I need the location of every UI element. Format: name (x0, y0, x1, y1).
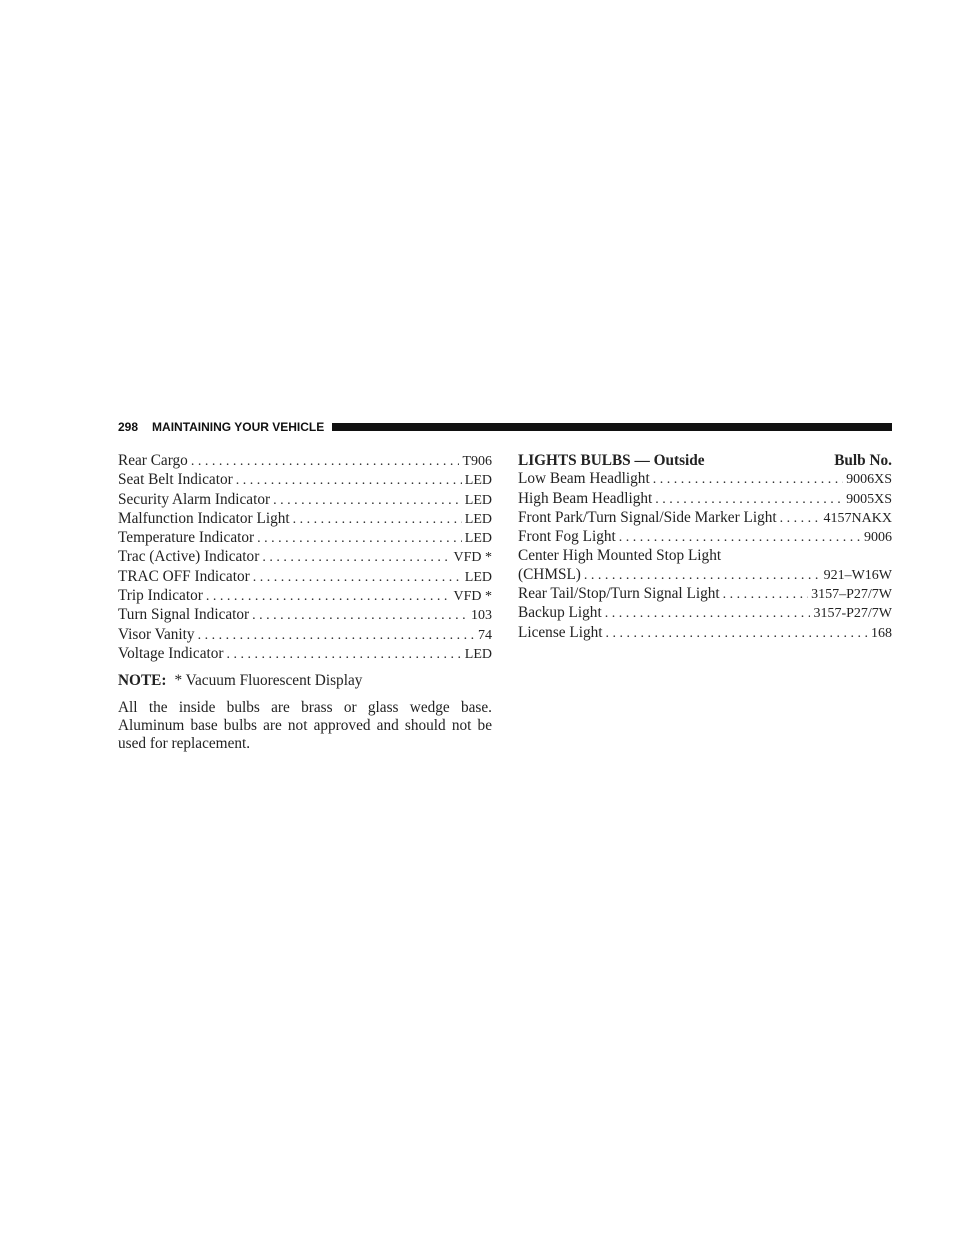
chmsl-line1: Center High Mounted Stop Light (518, 547, 722, 565)
list-item: Temperature Indicator . . . LED (118, 529, 492, 548)
note-label: NOTE: (118, 672, 167, 690)
list-item: Voltage Indicator . . . LED (118, 645, 492, 664)
list-item: Trip Indicator . . . VFD * (118, 587, 492, 606)
section-title: MAINTAINING YOUR VEHICLE (152, 420, 325, 434)
body-paragraph: All the inside bulbs are brass or glass wedge base. Aluminum base bulbs are not approved and should not be used for replacement. (118, 698, 492, 753)
list-item: Turn Signal Indicator . . . 103 (118, 606, 492, 625)
list-item: (CHMSL) . . . 921–W16W (518, 566, 892, 585)
list-item: High Beam Headlight . . . 9005XS (518, 490, 892, 509)
list-item: Backup Light . . . 3157-P27/7W (518, 604, 892, 623)
list-item: Rear Tail/Stop/Turn Signal Light . . . 3157–P27/7W (518, 585, 892, 604)
header-rule (332, 423, 892, 431)
outside-heading-row (518, 452, 892, 470)
list-item: Low Beam Headlight . . . 9006XS (518, 470, 892, 489)
list-item: Front Fog Light . . . 9006 (518, 528, 892, 547)
bulb-number-label: Bulb No. (834, 452, 892, 469)
page-number: 298 (118, 420, 139, 434)
list-item: Seat Belt Indicator . . . LED (118, 471, 492, 490)
note (118, 672, 492, 690)
list-item: TRAC OFF Indicator . . . LED (118, 568, 492, 587)
page-header (118, 419, 892, 435)
list-item: Rear Cargo . . . T906 (118, 452, 492, 471)
right-column (518, 452, 892, 643)
list-item: Malfunction Indicator Light . . . LED (118, 510, 492, 529)
list-item: Visor Vanity . . . 74 (118, 626, 492, 645)
list-item: Front Park/Turn Signal/Side Marker Light . . . 4157NAKX (518, 509, 892, 528)
list-item: License Light . . . 168 (518, 624, 892, 643)
list-item: Trac (Active) Indicator . . . VFD * (118, 548, 492, 567)
outside-heading: LIGHTS BULBS — Outside (518, 452, 705, 469)
note-text: * Vacuum Fluorescent Display (174, 672, 363, 690)
list-item: Security Alarm Indicator . . . LED (118, 491, 492, 510)
left-column (118, 452, 492, 753)
